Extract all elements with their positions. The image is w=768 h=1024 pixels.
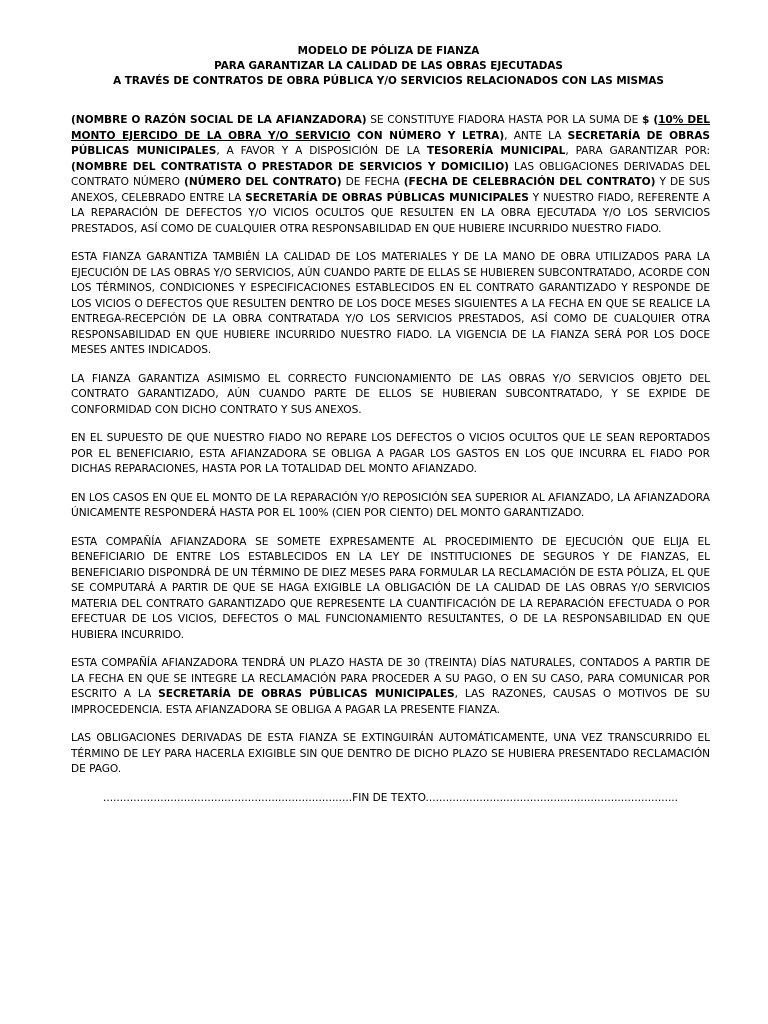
title-line-3: A TRAVÉS DE CONTRATOS DE OBRA PÚBLICA Y/O SERVICIOS RELACIONADOS CON LAS MISMAS <box>113 75 664 87</box>
paragraph-6: ESTA COMPAÑÍA AFIANZADORA SE SOMETE EXPRESAMENTE AL PROCEDIMIENTO DE EJECUCIÓN QUE ELIJA EL BENEFICIARIO DE ENTRE LOS ESTABLECIDOS EN LA LEY DE INSTITUCIONES DE SEGUROS Y DE FIANZAS, EL BENEFICIARIO DISPONDRÁ DE UN TÉRMINO DE DIEZ MESES PARA FORMULAR LA RECLAMACIÓN DE ESTA PÓLIZA, EL QUE SE COMPUTARÁ A PARTIR DE QUE SE HAGA EXIGIBLE LA OBLIGACIÓN DE LA CALIDAD DE LAS OBRAS Y/O SERVICIOS MATERIA DEL CONTRATO GARANTIZADO QUE REPRESENTE LA CUANTIFICACIÓN DE LA REPARACIÓN EFECTUADA O POR EFECTUAR DE LOS VICIOS, DEFECTOS O MAL FUNCIONAMIENTO RESULTANTES, O DE LA RESPONSABILIDAD EN QUE HUBIERA INCURRIDO. <box>71 535 710 641</box>
paragraph-2: ESTA FIANZA GARANTIZA TAMBIÉN LA CALIDAD DE LOS MATERIALES Y DE LA MANO DE OBRA UTILIZADOS PARA LA EJECUCIÓN DE LAS OBRAS Y/O SERVICIOS, AÚN CUANDO PARTE DE ELLAS SE HUBIEREN SUBCONTRATADO, ACORDE CON LOS TÉRMINOS, CONDICIONES Y ESPECIFICACIONES ESTABLECIDOS EN EL CONTRATO GARANTIZADO Y RESPONDE DE LOS VICIOS O DEFECTOS QUE RESULTEN DENTRO DE LOS DOCE MESES SIGUIENTES A LA FECHA EN QUE SE REALICE LA ENTREGA-RECEPCIÓN DE LA OBRA CONTRATADA Y/O LOS SERVICIOS PRESTADOS, ASÍ COMO DE CUALQUIER OTRA RESPONSABILIDAD EN QUE HUBIERE INCURRIDO NUESTRO FIADO. LA VIGENCIA DE LA FIANZA SERÁ POR LOS DOCE MESES ANTES INDICADOS. <box>71 251 710 356</box>
text-run: , ANTE LA <box>504 129 568 142</box>
afianzadora-name-placeholder: (NOMBRE O RAZÓN SOCIAL DE LA AFIANZADORA) <box>71 114 367 126</box>
amount-prefix: $ ( <box>641 114 659 126</box>
text-run: , PARA GARANTIZAR POR: <box>565 145 711 157</box>
text-run: , LAS RAZONES, CAUSAS O MOTIVOS DE SU IMPROCEDENCIA. ESTA AFIANZADORA SE OBLIGA A PAGAR LA PRESENTE FIANZA. <box>71 688 711 716</box>
contract-date-placeholder: (FECHA DE CELEBRACIÓN DEL CONTRATO) <box>403 176 656 188</box>
secretaria-name: SECRETARÍA DE OBRAS PÚBLICAS MUNICIPALES <box>245 191 529 204</box>
paragraph-8: LAS OBLIGACIONES DERIVADAS DE ESTA FIANZA SE EXTINGUIRÁN AUTOMÁTICAMENTE, UNA VEZ TRANSCURRIDO EL TÉRMINO DE LEY PARA HACERLA EXIGIBLE SIN QUE DENTRO DE DICHO PLAZO SE HUBIERA PRESENTADO RECLAMACIÓN DE PAGO. <box>71 732 710 775</box>
text-run: DE FECHA <box>341 176 404 188</box>
amount-suffix: CON NÚMERO Y LETRA) <box>350 129 505 142</box>
text-run: ESTA COMPAÑÍA AFIANZADORA TENDRÁ UN PLAZO HASTA DE 30 (TREINTA) DÍAS NATURALES, CONTADOS A PARTIR DE LA FECHA EN QUE SE INTEGRE LA RECLAMACIÓN PARA PROCEDER A SU PAGO, O EN SU CASO, PARA COMUNICAR POR ESCRITO A LA <box>71 657 710 700</box>
tesoreria-name: TESORERÍA MUNICIPAL <box>426 145 566 157</box>
amount-placeholder: 10% DEL MONTO EJERCIDO DE LA OBRA Y/O SERVICIO <box>71 114 710 142</box>
document-title <box>67 44 710 89</box>
paragraph-3: LA FIANZA GARANTIZA ASIMISMO EL CORRECTO FUNCIONAMIENTO DE LAS OBRAS Y/O SERVICIOS OBJETO DEL CONTRATO GARANTIZADO, AÚN CUANDO PARTE DE ELLOS SE HUBIERAN SUBCONTRATADO, Y SE EXPIDE DE CONFORMIDAD CON DICHO CONTRATO Y SUS ANEXOS. <box>71 372 710 416</box>
text-run: Y DE SUS ANEXOS, CELEBRADO ENTRE LA <box>71 176 710 204</box>
text-run: Y NUESTRO FIADO, REFERENTE A LA REPARACIÓN DE DEFECTOS Y/O VICIOS OCULTOS QUE RESULTEN EN LA OBRA EJECUTADA Y/O LOS SERVICIOS PRESTADOS, ASÍ COMO DE CUALQUIER OTRA RESPONSABILIDAD EN QUE HUBIERE INCURRIDO NUESTRO FIADO. <box>71 191 711 235</box>
paragraph-7 <box>71 656 710 718</box>
paragraph-5: EN LOS CASOS EN QUE EL MONTO DE LA REPARACIÓN Y/O REPOSICIÓN SEA SUPERIOR AL AFIANZADO, LA AFIANZADORA ÚNICAMENTE RESPONDERÁ HASTA POR EL 100% (CIEN POR CIENTO) DEL MONTO GARANTIZADO. <box>71 491 710 519</box>
paragraph-4: EN EL SUPUESTO DE QUE NUESTRO FIADO NO REPARE LOS DEFECTOS O VICIOS OCULTOS QUE LE SEAN REPORTADOS POR EL BENEFICIARIO, ESTA AFIANZADORA SE OBLIGA A PAGAR LOS GASTOS EN LOS QUE INCURRA EL FIADO POR DICHAS REPARACIONES, HASTA POR LA TOTALIDAD DEL MONTO AFIANZADO. <box>71 432 710 475</box>
secretaria-name: SECRETARÍA DE OBRAS PÚBLICAS MUNICIPALES <box>158 688 455 700</box>
text-run: SE CONSTITUYE FIADORA HASTA POR LA SUMA DE <box>366 114 642 126</box>
contratista-placeholder: (NOMBRE DEL CONTRATISTA O PRESTADOR DE SERVICIOS Y DOMICILIO) <box>71 160 509 173</box>
paragraph-1 <box>71 113 710 237</box>
text-run: LAS OBLIGACIONES DERIVADAS DEL CONTRATO NÚMERO <box>71 160 710 188</box>
contract-number-placeholder: (NÚMERO DEL CONTRATO) <box>184 176 342 188</box>
title-line-1: MODELO DE PÓLIZA DE FIANZA <box>297 45 480 57</box>
text-run: , A FAVOR Y A DISPOSICIÓN DE LA <box>216 145 427 157</box>
secretaria-name: SECRETARÍA DE OBRAS PÚBLICAS MUNICIPALES <box>71 129 710 157</box>
end-of-text-marker: ..........................................................................FIN DE TEXTO........................................................................... <box>102 791 679 804</box>
title-line-2: PARA GARANTIZAR LA CALIDAD DE LAS OBRAS EJECUTADAS <box>214 60 563 72</box>
